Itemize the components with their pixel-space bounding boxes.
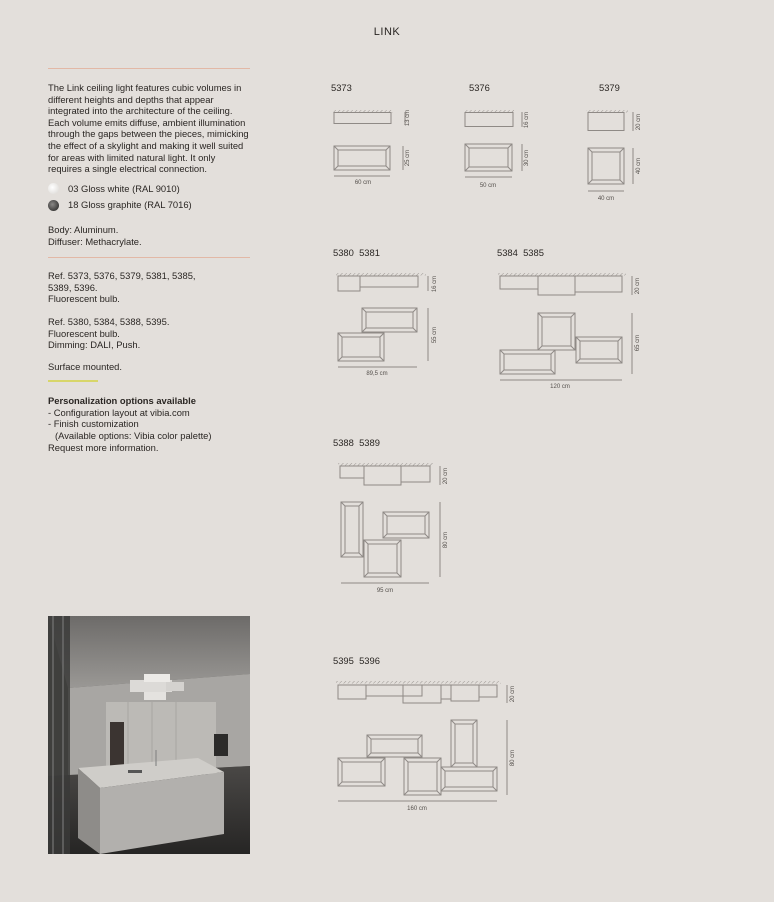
- personalization-line: Request more information.: [48, 441, 159, 453]
- ref-line: 5389, 5396.: [48, 281, 98, 293]
- dim-width: 120 cm: [550, 384, 570, 390]
- model-5388-drawing: [338, 463, 440, 583]
- model-5380-drawing: [336, 273, 428, 367]
- ref-block-1: [48, 270, 250, 305]
- dim-depth: 80 cm: [443, 531, 449, 549]
- finish-white: [48, 183, 250, 195]
- finish-graphite: [48, 199, 250, 211]
- description: The Link ceiling light features cubic volumes in different heights and depths that appear integrated into the architecture of the ceiling. Each volume emits diffuse, ambient illumination through the gaps between the pieces, mimicking the effect of a skylight and making it well suited for areas with limited natural light. It only requires a single electrical connection.: [48, 82, 249, 175]
- dim-depth: 25 cm: [405, 149, 411, 167]
- ref-line: Fluorescent bulb.: [48, 327, 120, 339]
- model-ref: 5388 5389: [333, 437, 380, 448]
- dim-depth: 65 cm: [635, 334, 641, 352]
- dim-depth: 40 cm: [636, 157, 642, 175]
- dim-height: 20 cm: [443, 467, 449, 485]
- dim-height: 16 cm: [524, 111, 530, 129]
- model-ref: 5376: [469, 82, 490, 93]
- divider: [48, 68, 250, 69]
- finish-label: 03 Gloss white (RAL 9010): [68, 182, 180, 194]
- kitchen-photo-illustration: [48, 616, 250, 854]
- ref-block-2: [48, 316, 250, 351]
- ref-line: Fluorescent bulb.: [48, 293, 120, 305]
- dim-depth: 80 cm: [510, 749, 516, 767]
- model-ref: 5380 5381: [333, 247, 380, 258]
- dim-height: 20 cm: [510, 685, 516, 703]
- dim-depth: 30 cm: [524, 149, 530, 167]
- divider: [48, 257, 250, 258]
- finish-list: [48, 183, 250, 211]
- model-5379-drawing: [586, 110, 633, 191]
- personalization: [48, 395, 250, 453]
- ref-line: Ref. 5380, 5384, 5388, 5395.: [48, 315, 170, 327]
- material-body: Body: Aluminum.: [48, 223, 119, 235]
- dim-height: 20 cm: [635, 277, 641, 295]
- dim-width: 160 cm: [407, 806, 427, 812]
- model-ref: 5395 5396: [333, 655, 380, 666]
- dim-width: 40 cm: [597, 196, 615, 202]
- dim-width: 60 cm: [354, 180, 372, 186]
- model-ref: 5379: [599, 82, 620, 93]
- model-5384-drawing: [498, 273, 632, 380]
- model-ref: 5384 5385: [497, 247, 544, 258]
- dim-depth: 55 cm: [432, 326, 438, 344]
- personalization-line: (Available options: Vibia color palette): [55, 430, 212, 442]
- dim-height: 16 cm: [432, 275, 438, 293]
- model-ref: 5373: [331, 82, 352, 93]
- model-5376-drawing: [464, 110, 522, 177]
- kitchen-photo: [48, 616, 250, 854]
- material-diffuser: Diffuser: Methacrylate.: [48, 235, 142, 247]
- personalization-line: - Configuration layout at vibia.com: [48, 406, 190, 418]
- spec-column: [48, 68, 250, 453]
- page-title: LINK: [373, 26, 401, 38]
- model-5395-drawing: [336, 681, 507, 801]
- finish-label: 18 Gloss graphite (RAL 7016): [68, 199, 192, 211]
- accent-divider: [48, 380, 98, 382]
- ref-line: Ref. 5373, 5376, 5379, 5381, 5385,: [48, 270, 196, 282]
- mounting: Surface mounted.: [48, 360, 123, 372]
- ref-line: Dimming: DALI, Push.: [48, 339, 141, 351]
- dim-width: 50 cm: [479, 183, 497, 189]
- personalization-line: - Finish customization: [48, 418, 139, 430]
- dim-width: 95 cm: [376, 588, 394, 594]
- dim-width: 89,5 cm: [366, 371, 388, 377]
- graphite-swatch-icon: [48, 200, 59, 211]
- white-swatch-icon: [48, 183, 59, 194]
- materials: [48, 224, 250, 247]
- dim-height: 13 cm: [405, 109, 411, 127]
- model-5373-drawing: [333, 110, 405, 176]
- personalization-heading: Personalization options available: [48, 395, 196, 407]
- dim-height: 20 cm: [636, 113, 642, 131]
